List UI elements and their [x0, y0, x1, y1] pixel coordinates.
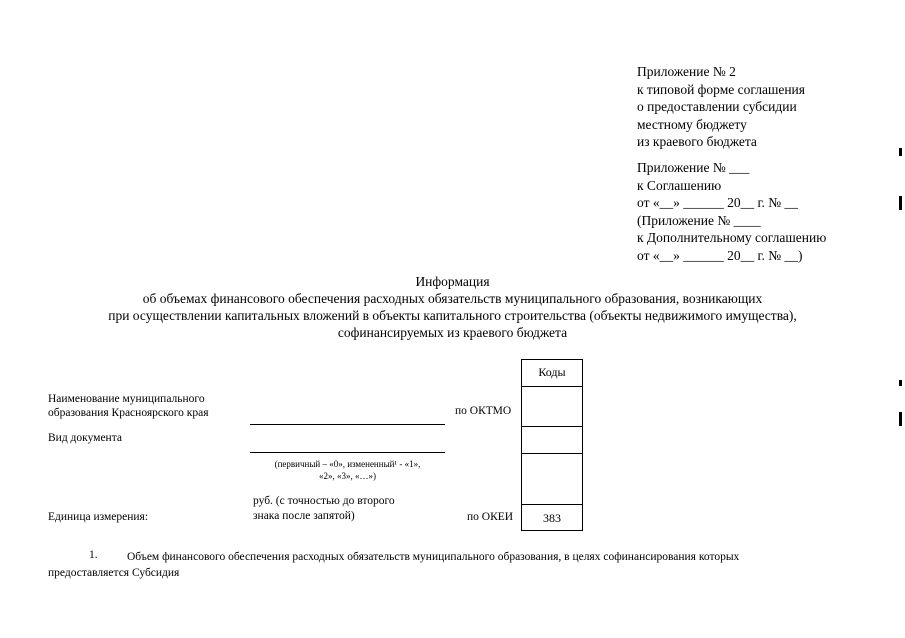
appendix-agreement-block	[637, 159, 826, 264]
codes-cell-divider	[522, 386, 582, 387]
document-type-hint-line: «2», «3», «…»)	[319, 470, 376, 481]
appendix-main-line: Приложение № 2	[637, 64, 736, 79]
unit-label: Единица измерения:	[48, 511, 149, 523]
appendix-agreement-line: Приложение № ___	[637, 160, 750, 175]
codes-header: Коды	[538, 365, 566, 379]
codes-cell-divider	[522, 426, 582, 427]
document-type-hint-line: (первичный – «0», измененный¹ - «1»,	[274, 459, 421, 469]
municipality-label	[48, 392, 209, 420]
document-title-line: софинансируемых из краевого бюджета	[337, 325, 568, 340]
appendix-main-line: о предоставлении субсидии	[637, 99, 797, 114]
scan-edge-mark	[899, 380, 902, 386]
document-title-line: при осуществлении капитальных вложений в объекты капитального строительства (объекты недвижимого имущества),	[108, 308, 797, 323]
appendix-agreement-line: к Дополнительному соглашению	[637, 230, 827, 245]
appendix-main-block	[637, 63, 805, 151]
section-number: 1.	[89, 549, 98, 561]
unit-value-line: знака после запятой)	[253, 510, 355, 522]
codes-cell-divider	[522, 453, 582, 454]
appendix-agreement-line: к Соглашению	[637, 177, 722, 193]
scan-edge-mark	[899, 196, 902, 210]
appendix-main-line: местному бюджету	[637, 116, 747, 132]
document-heading: Информация	[415, 274, 490, 289]
scan-edge-mark	[899, 412, 902, 426]
document-type-label: Вид документа	[48, 432, 122, 444]
document-title-line: об объемах финансового обеспечения расходных обязательств муниципального образования, возникающих	[142, 291, 763, 306]
appendix-agreement-line: (Приложение № ____	[637, 212, 761, 228]
unit-value	[253, 494, 395, 524]
okei-label: по ОКЕИ	[467, 511, 514, 523]
section-1-text	[48, 549, 851, 581]
section-1-text-line: Объем финансового обеспечения расходных обязательств муниципального образования, в целях софинансирования которых	[127, 551, 740, 563]
okei-code-value: 383	[543, 511, 561, 525]
appendix-agreement-line: от «__» ______ 20__ г. № __)	[637, 247, 803, 263]
section-1-text-line: предоставляется Субсидия	[48, 567, 180, 579]
appendix-agreement-line: от «__» ______ 20__ г. № __	[637, 195, 798, 210]
document-type-hint	[250, 459, 445, 482]
municipality-label-line: Наименование муниципального	[48, 393, 205, 405]
document-type-field	[250, 452, 445, 453]
scan-edge-mark	[899, 148, 902, 156]
codes-table	[521, 359, 583, 531]
codes-cell-divider	[522, 504, 582, 505]
oktmo-label: по ОКТМО	[455, 405, 512, 417]
appendix-main-line: к типовой форме соглашения	[637, 81, 805, 97]
unit-value-line: руб. (с точностью до второго	[253, 495, 395, 507]
municipality-name-field	[250, 424, 445, 425]
municipality-label-line: образования Красноярского края	[48, 407, 209, 419]
appendix-main-line: из краевого бюджета	[637, 134, 757, 149]
